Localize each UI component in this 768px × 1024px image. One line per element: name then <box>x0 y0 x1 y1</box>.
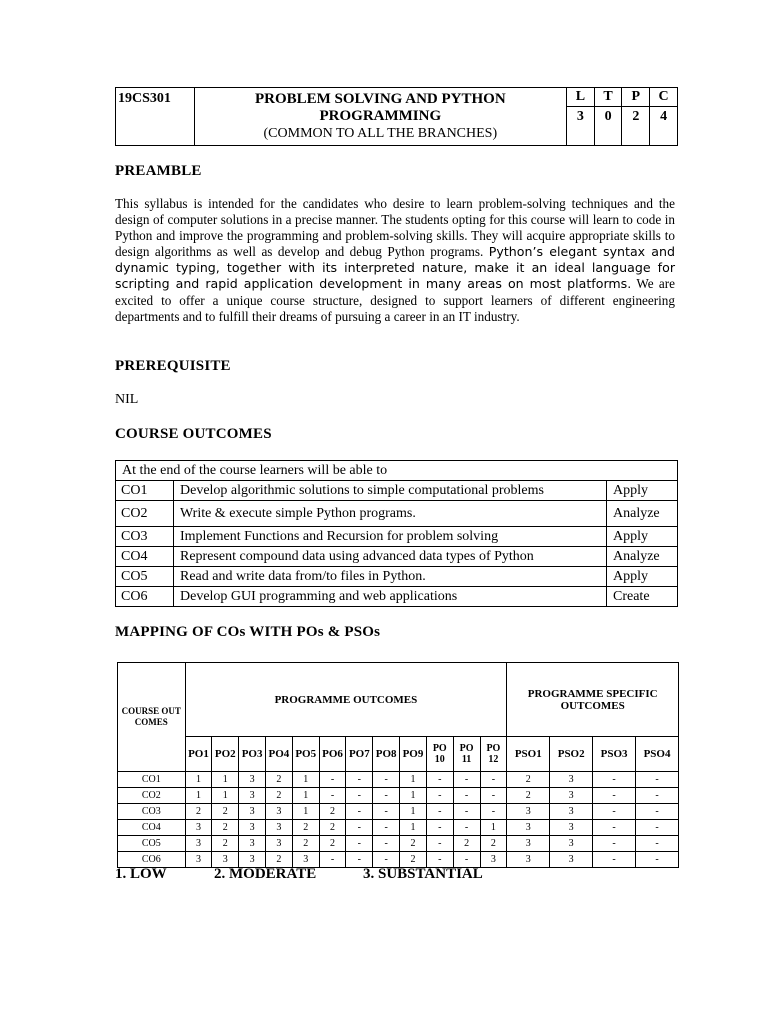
mapping-cell: 3 <box>550 836 593 852</box>
mapping-cell: - <box>373 788 400 804</box>
mapping-cell: 2 <box>507 772 550 788</box>
table-row <box>116 547 678 567</box>
mapping-cell: - <box>346 836 373 852</box>
mapping-cell: 3 <box>266 836 293 852</box>
co-id: CO5 <box>116 567 174 587</box>
mapping-cell: 3 <box>239 788 266 804</box>
mapping-co-id: CO1 <box>118 772 186 788</box>
preamble-heading: PREAMBLE <box>115 163 202 179</box>
mapping-cell: 3 <box>507 820 550 836</box>
ltpc-value-l: 3 <box>567 107 595 146</box>
mapping-cell: 2 <box>212 804 239 820</box>
course-header-table <box>115 87 678 146</box>
mapping-cell: 3 <box>266 820 293 836</box>
mapping-cell: - <box>426 836 453 852</box>
mapping-cell: - <box>480 772 507 788</box>
mapping-cell: - <box>593 772 636 788</box>
preamble-paragraph <box>115 196 675 325</box>
mapping-cell: 3 <box>239 804 266 820</box>
mapping-cell: 1 <box>480 820 507 836</box>
mapping-cell: 3 <box>507 804 550 820</box>
mapping-cell: - <box>426 772 453 788</box>
prerequisite-heading: PREREQUISITE <box>115 358 231 374</box>
mapping-cell: 3 <box>239 836 266 852</box>
mapping-cell: - <box>373 820 400 836</box>
pso-header: PSO1 <box>507 737 550 772</box>
co-description: Read and write data from/to files in Python. <box>174 567 607 587</box>
mapping-cell: - <box>636 836 679 852</box>
mapping-cell: 2 <box>453 836 480 852</box>
mapping-cell: - <box>426 788 453 804</box>
co-id: CO1 <box>116 481 174 501</box>
legend-moderate: 2. MODERATE <box>214 866 317 882</box>
legend-substantial: 3. SUBSTANTIAL <box>363 866 483 882</box>
mapping-cell: 2 <box>319 836 346 852</box>
table-row <box>118 788 679 804</box>
mapping-cell: - <box>426 852 453 868</box>
preamble-text-c: We are excited to offer a unique course structure, designed to support learners of different engineering departments and to fulfill their dreams of pursuing a career in an IT industry. <box>115 276 675 324</box>
mapping-cell: 1 <box>212 772 239 788</box>
mapping-cell: - <box>453 804 480 820</box>
mapping-cell: - <box>593 820 636 836</box>
mapping-cell: 1 <box>185 772 212 788</box>
po-header: PO6 <box>319 737 346 772</box>
mapping-cell: 2 <box>292 820 319 836</box>
po-header: PO 11 <box>453 737 480 772</box>
co-id: CO4 <box>116 547 174 567</box>
mapping-cell: - <box>319 852 346 868</box>
course-outcomes-column-header: COURSE OUT COMES <box>118 663 186 772</box>
mapping-co-id: CO2 <box>118 788 186 804</box>
pso-header: PSO2 <box>550 737 593 772</box>
mapping-cell: 3 <box>550 772 593 788</box>
ltpc-label-p: P <box>622 88 650 107</box>
mapping-cell: 2 <box>400 836 427 852</box>
mapping-cell: - <box>373 836 400 852</box>
ltpc-value-c: 4 <box>650 107 678 146</box>
course-title-line1: PROBLEM SOLVING AND PYTHON <box>254 91 506 107</box>
mapping-cell: - <box>319 772 346 788</box>
mapping-cell: 3 <box>550 804 593 820</box>
mapping-co-id: CO5 <box>118 836 186 852</box>
table-row <box>116 481 678 501</box>
co-description: Develop GUI programming and web applications <box>174 587 607 607</box>
ltpc-label-c: C <box>650 88 678 107</box>
preamble-text-a: This syllabus is intended for the candidates who desire to learn problem-solving techniques and the design of computer solutions in a precise manner. The students opting for this course will learn to code in Python and improve the programming and problem-solving skills. They will acquire appropriate skills to design algorithms as well as develop and debug Python programs. <box>115 196 675 260</box>
course-subtitle: (COMMON TO ALL THE BRANCHES) <box>263 126 498 141</box>
table-row <box>118 772 679 788</box>
mapping-cell: 2 <box>266 852 293 868</box>
co-level: Create <box>607 587 678 607</box>
co-description: Represent compound data using advanced data types of Python <box>174 547 607 567</box>
mapping-table-body <box>118 772 679 868</box>
mapping-cell: - <box>453 788 480 804</box>
mapping-cell: - <box>373 772 400 788</box>
co-description: Implement Functions and Recursion for problem solving <box>174 527 607 547</box>
mapping-cell: - <box>593 852 636 868</box>
mapping-cell: - <box>373 852 400 868</box>
course-title-line2: PROGRAMMING <box>319 108 442 124</box>
table-row <box>116 587 678 607</box>
mapping-cell: 1 <box>400 804 427 820</box>
ltpc-value-t: 0 <box>594 107 622 146</box>
table-row <box>116 527 678 547</box>
mapping-cell: 2 <box>400 852 427 868</box>
mapping-cell: - <box>453 852 480 868</box>
table-row <box>116 567 678 587</box>
co-id: CO2 <box>116 501 174 527</box>
mapping-cell: 2 <box>266 788 293 804</box>
mapping-cell: 3 <box>550 788 593 804</box>
mapping-cell: - <box>346 852 373 868</box>
mapping-cell: - <box>636 788 679 804</box>
po-header: PO9 <box>400 737 427 772</box>
course-code: 19CS301 <box>116 88 195 146</box>
co-level: Apply <box>607 527 678 547</box>
po-header: PO1 <box>185 737 212 772</box>
mapping-cell: - <box>319 788 346 804</box>
course-outcomes-heading: COURSE OUTCOMES <box>115 426 272 442</box>
mapping-cell: 2 <box>266 772 293 788</box>
mapping-cell: - <box>593 836 636 852</box>
mapping-co-id: CO3 <box>118 804 186 820</box>
mapping-cell: 3 <box>185 820 212 836</box>
po-header: PO 12 <box>480 737 507 772</box>
pso-header: PSO4 <box>636 737 679 772</box>
mapping-cell: 2 <box>212 836 239 852</box>
programme-outcomes-header: PROGRAMME OUTCOMES <box>185 663 507 737</box>
course-title <box>194 88 566 146</box>
mapping-cell: - <box>346 772 373 788</box>
mapping-cell: 1 <box>292 804 319 820</box>
course-outcomes-intro: At the end of the course learners will be able to <box>116 461 678 481</box>
mapping-cell: - <box>480 788 507 804</box>
mapping-cell: - <box>346 788 373 804</box>
ltpc-value-p: 2 <box>622 107 650 146</box>
mapping-cell: 1 <box>400 788 427 804</box>
po-header: PO8 <box>373 737 400 772</box>
mapping-cell: - <box>426 820 453 836</box>
mapping-cell: - <box>636 820 679 836</box>
co-id: CO3 <box>116 527 174 547</box>
mapping-table <box>117 662 679 868</box>
mapping-cell: 3 <box>480 852 507 868</box>
mapping-cell: 3 <box>212 852 239 868</box>
mapping-cell: 2 <box>292 836 319 852</box>
mapping-cell: 2 <box>507 788 550 804</box>
co-level: Analyze <box>607 547 678 567</box>
pso-header: PSO3 <box>593 737 636 772</box>
po-header: PO 10 <box>426 737 453 772</box>
mapping-cell: - <box>346 820 373 836</box>
legend-low: 1. LOW <box>115 866 167 882</box>
po-header: PO3 <box>239 737 266 772</box>
co-level: Analyze <box>607 501 678 527</box>
mapping-cell: 3 <box>550 852 593 868</box>
table-row <box>116 501 678 527</box>
mapping-cell: - <box>373 804 400 820</box>
co-level: Apply <box>607 567 678 587</box>
mapping-cell: - <box>453 820 480 836</box>
mapping-cell: 1 <box>185 788 212 804</box>
po-header: PO7 <box>346 737 373 772</box>
mapping-cell: 2 <box>185 804 212 820</box>
mapping-cell: - <box>346 804 373 820</box>
mapping-cell: 3 <box>185 836 212 852</box>
mapping-cell: 2 <box>480 836 507 852</box>
mapping-cell: 3 <box>239 820 266 836</box>
table-row <box>118 836 679 852</box>
mapping-cell: 1 <box>400 820 427 836</box>
mapping-cell: - <box>453 772 480 788</box>
table-row <box>118 820 679 836</box>
mapping-cell: 3 <box>550 820 593 836</box>
mapping-cell: 1 <box>292 788 319 804</box>
mapping-cell: 3 <box>266 804 293 820</box>
mapping-cell: - <box>636 852 679 868</box>
mapping-cell: 3 <box>507 852 550 868</box>
po-header: PO4 <box>266 737 293 772</box>
co-id: CO6 <box>116 587 174 607</box>
preamble-text-b: Python’s elegant syntax and dynamic typing, together with its interpreted nature, make it an ideal language for scripting and rapid application development in many areas on most platforms. <box>115 244 675 292</box>
mapping-cell: - <box>426 804 453 820</box>
co-level: Apply <box>607 481 678 501</box>
co-description: Write & execute simple Python programs. <box>174 501 607 527</box>
mapping-cell: 2 <box>212 820 239 836</box>
mapping-cell: 3 <box>507 836 550 852</box>
mapping-heading: MAPPING OF COs WITH POs & PSOs <box>115 624 381 640</box>
mapping-cell: 2 <box>319 820 346 836</box>
co-description: Develop algorithmic solutions to simple computational problems <box>174 481 607 501</box>
mapping-co-id: CO6 <box>118 852 186 868</box>
mapping-cell: - <box>480 804 507 820</box>
po-header: PO2 <box>212 737 239 772</box>
po-header: PO5 <box>292 737 319 772</box>
ltpc-label-l: L <box>567 88 595 107</box>
mapping-cell: - <box>636 772 679 788</box>
mapping-cell: - <box>593 804 636 820</box>
mapping-cell: 3 <box>185 852 212 868</box>
mapping-cell: 3 <box>292 852 319 868</box>
mapping-cell: - <box>593 788 636 804</box>
prerequisite-text: NIL <box>115 392 139 407</box>
course-outcomes-table <box>115 460 678 607</box>
table-row <box>118 804 679 820</box>
mapping-cell: 1 <box>292 772 319 788</box>
mapping-cell: 3 <box>239 772 266 788</box>
mapping-cell: 3 <box>239 852 266 868</box>
ltpc-label-t: T <box>594 88 622 107</box>
mapping-cell: 2 <box>319 804 346 820</box>
mapping-cell: 1 <box>400 772 427 788</box>
mapping-cell: - <box>636 804 679 820</box>
programme-specific-outcomes-header: PROGRAMME SPECIFIC OUTCOMES <box>507 663 679 737</box>
mapping-cell: 1 <box>212 788 239 804</box>
mapping-co-id: CO4 <box>118 820 186 836</box>
